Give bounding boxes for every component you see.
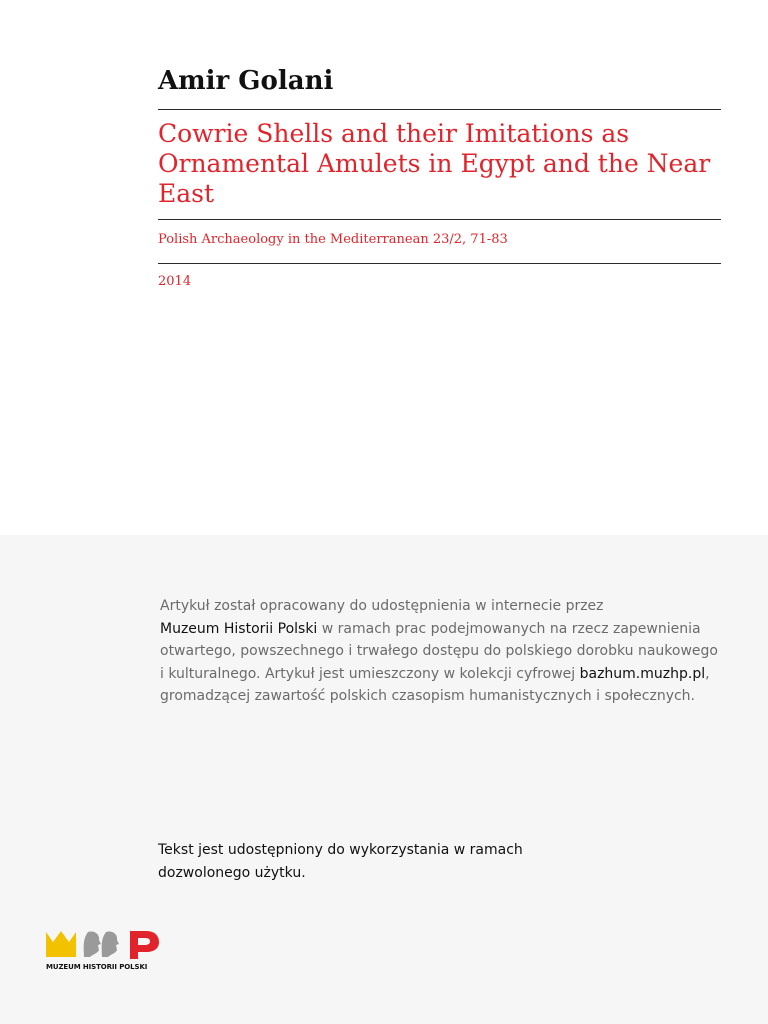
logo-p-icon — [130, 931, 159, 959]
author-name: Amir Golani — [158, 66, 334, 96]
logo-caption: MUZEUM HISTORII POLSKI — [46, 963, 148, 971]
divider — [158, 219, 721, 220]
divider — [158, 263, 721, 264]
notice-end: , gromadzącej zawartość polskich czasopism humanistycznych i społecznych. — [160, 665, 710, 704]
digitization-notice — [160, 595, 720, 708]
journal-citation: Polish Archaeology in the Mediterranean 23/2, 71-83 — [158, 232, 508, 247]
notice-body: w ramach prac podejmowanych na rzecz zapewnienia otwartego, powszechnego i trwałego dostępu do polskiego dorobku naukowego i kulturalnego. Artykuł jest umieszczony w kolekcji cyfrowej — [160, 620, 718, 682]
museum-logo-icon — [46, 928, 164, 962]
logo-crown-icon — [46, 931, 76, 957]
notice-intro: Artykuł został opracowany do udostępnienia w internecie przez — [160, 598, 604, 614]
usage-notice: Tekst jest udostępniony do wykorzystania w ramach dozwolonego użytku. — [158, 842, 523, 881]
museum-logo — [46, 928, 164, 974]
publication-year: 2014 — [158, 274, 192, 289]
article-title: Cowrie Shells and their Imitations as Ornamental Amulets in Egypt and the Near East — [158, 119, 711, 208]
divider — [158, 109, 721, 110]
collection-link[interactable]: bazhum.muzhp.pl — [579, 665, 706, 682]
logo-profiles-icon — [84, 931, 119, 957]
institution-name: Muzeum Historii Polski — [160, 620, 318, 637]
